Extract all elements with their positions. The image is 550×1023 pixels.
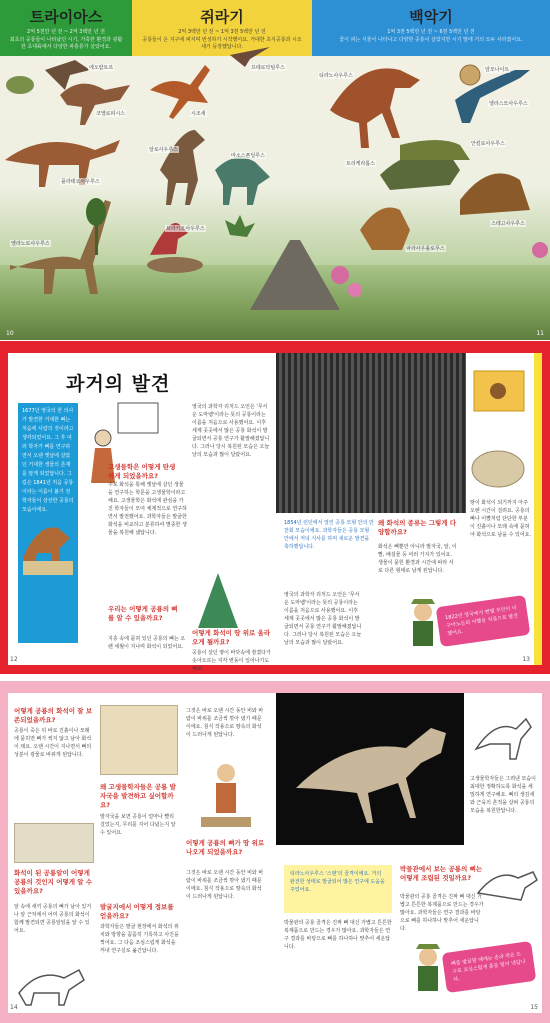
question-heading-2: 우리는 어떻게 공룡의 뼈를 알 수 있을까요? (108, 605, 178, 622)
label-plateosaurus: 플라테오사우루스 (61, 179, 100, 185)
question-text-1: 공룡이 죽은 뒤 바로 진흙이나 모래에 묻히면 뼈가 썩지 않고 남아 화석이 돼요. 오랜 시간이 지나면서 뼈의 성분이 광물로 바뀌게 된답니다. (14, 728, 92, 758)
fossil-in-amber-illustration (470, 363, 530, 423)
historic-banquet-photo (276, 353, 466, 513)
spread-timeline (0, 0, 550, 340)
right-column-text: 땅이 화석이 되기까지 아주 오랜 시간이 걸려요. 공룡의 뼈나 이빨처럼 단단한 부분이 진흙이나 모래 속에 묻혀야 화석으로 남을 수 있어요. (470, 500, 532, 538)
label-massospondylus: 마소스폰딜루스 (231, 153, 265, 159)
rock-fossil-illustration (470, 443, 530, 493)
question-heading-2: 화석이 된 공룡알이 어떻게 공룡의 것인지 어떻게 알 수 있을까요? (14, 869, 93, 895)
question-heading-1: 고생물학은 어떻게 탄생하게 되었을까요? (108, 463, 176, 480)
question-heading-3: 어떻게 화석이 땅 위로 올라오게 될까요? (192, 629, 271, 646)
question-text-6: 박물관의 공룡 골격은 진짜 뼈 대신 가볍고 튼튼한 복제품으로 만드는 경우가 많아요. 과학자들은 연구 결과를 바탕으로 뼈를 하나하나 맞추어 세운답니다. (400, 894, 484, 932)
yellow-edge (534, 353, 542, 665)
cretaceous-desc: 꽃이 피는 식물이 나타나고 다양한 공룡이 살았지만 시기 말에 거의 모두 사라졌어요. (339, 37, 523, 43)
fact-bubble: 1822년 영국에서 맨텔 부인이 이구아노돈의 이빨을 처음으로 발견했어요. (436, 595, 531, 647)
massospondylus-icon (215, 158, 270, 206)
label-ankylosaurus: 안킬로사우루스 (471, 141, 505, 147)
page-number-right: 11 (536, 330, 544, 337)
volcano-icon (250, 240, 340, 310)
tyrannosaurus-icon (330, 68, 420, 148)
ginkgo-plant-icon (6, 76, 34, 94)
magnolia-flower-icon (348, 283, 362, 297)
parasaurolophus-icon (360, 208, 410, 251)
magnolia-flower-icon (532, 242, 548, 258)
fact-bubble: 뼈를 발굴할 때에는 솔과 작은 도구로 조심스럽게 흙을 털어 낸답니다. (442, 941, 537, 993)
page-number-left: 10 (6, 330, 14, 337)
label-elasmosaurus: 엘라스모사우루스 (489, 101, 528, 107)
cretaceous-title: 백악기 (409, 8, 453, 26)
question-text-4: 과학자들은 발굴 현장에서 화석의 위치와 방향을 꼼꼼히 기록하고 사진을 찍어요. 그 다음 조심스럽게 화석을 꺼내 연구실로 옮긴답니다. (100, 924, 179, 954)
fern-icon (225, 215, 255, 237)
question-text-2: 지층 속에 묻혀 있던 공룡의 뼈는 오랜 세월이 지나며 화석이 되었어요. (108, 636, 186, 650)
fossil-egg-image (14, 823, 94, 863)
paleontologist-dig-illustration (186, 753, 266, 833)
magnolia-flower-icon (331, 266, 349, 284)
spread-fossil-research (0, 681, 550, 1023)
under-photo-text: 영국의 과학자 리처드 오언은 '무서운 도마뱀'이라는 뜻의 공룡이라는 이름을 처음으로 사용했어요. 이후 세계 곳곳에서 많은 공룡 화석이 발굴되면서 공룡 연구가 활발해졌답니다. 그러나 당시 복원된 모습은 오늘날의 모습과 많이 달랐어요. (284, 592, 362, 646)
label-coelophysis: 코엘로피시스 (96, 111, 125, 117)
triassic-dates: 2억 5천만 년 전 ~ 2억 3백만 년 전 (27, 29, 105, 35)
question-heading-4: 왜 화석의 종류는 그렇게 다양할까요? (378, 519, 457, 536)
conifer-tree-icon (86, 198, 106, 226)
label-melanorosaurus: 멜라노로사우루스 (11, 241, 50, 247)
stegosaurus-icon (460, 173, 530, 215)
spread-past-discoveries (0, 341, 550, 674)
question-text-1: 주로 화석을 통해 옛날에 살던 생물을 연구하는 학문을 고생물학이라고 해요. 고생물학은 화석에 관심을 가진 학자들이 모여 체계적으로 연구하면서 발전했어요. 과학자들은 발굴한 화석을 비교하고 분류하여 멸종한 생물을 복원해 냈답니다. (108, 482, 187, 536)
blue-sidebar: 1677년 영국의 한 의사가 발견한 거대한 뼈는 처음에 사람의 것이라고 생각되었어요. 그 후 여러 학자가 뼈를 연구하면서 오랜 옛날에 살았던 거대한 생물의 존재를 알게 되었답니다. 그림은 1841년 처음 공룡이라는 이름이 붙기 전 학자들이 상상한 공룡의 모습이에요. (18, 403, 78, 643)
right-column-text: 고생물학자들은 그려낸 모습이 최대한 정확하도록 화석을 세밀하게 연구해요. 뼈의 생김새와 근육의 흔적을 살펴 공룡의 모습을 복원한답니다. (470, 776, 536, 814)
museum-model-illustration (474, 853, 544, 903)
page-number-right: 15 (530, 1004, 538, 1011)
ankylosaurus-icon (400, 140, 470, 160)
allosaurus-icon (160, 130, 205, 205)
label-parasaurolophus: 파라사우롤로푸스 (406, 246, 445, 252)
trex-skeleton-icon (276, 693, 464, 845)
label-triceratops: 트리케라톱스 (346, 161, 375, 167)
middle-column-text: 영국의 과학자 리처드 오언은 '무서운 도마뱀'이라는 뜻의 공룡이라는 이름을 처음으로 사용했어요. 이후 세계 곳곳에서 많은 공룡 화석이 발굴되면서 공룡 연구가 활발해졌답니다. 그러나 당시 복원된 모습은 오늘날의 모습과 많이 달랐어요. (192, 404, 270, 458)
question-heading-5: 어떻게 공룡의 뼈가 땅 위로 나오게 되었을까요? (186, 839, 265, 856)
question-heading-4: 발굴지에서 어떻게 정보를 얻을까요? (100, 903, 174, 920)
under-photo-text: 박물관의 공룡 골격은 진짜 뼈 대신 가볍고 튼튼한 복제품으로 만드는 경우가 많아요. 과학자들은 연구 결과를 바탕으로 뼈를 하나하나 맞추어 세운답니다. (284, 920, 392, 950)
label-brachiosaurus: 브라키오사우루스 (166, 226, 205, 232)
trex-skeleton-photo (276, 693, 464, 845)
question-heading-1: 어떻게 공룡의 화석이 잘 보존되었을까요? (14, 707, 93, 724)
label-tyrannosaurus: 티라노사우루스 (319, 73, 353, 79)
restored-dinosaur-sketch (18, 503, 78, 583)
coelophysis-icon (60, 84, 130, 125)
photo-caption: 1854년 런던에서 열린 공룡 모형 안의 만찬회 모습이에요. 과학자들은 공룡 모형 안에서 저녁 식사를 하며 새로운 발견을 축하했답니다. (284, 520, 374, 550)
label-pterodactylus: 프테로닥틸루스 (251, 65, 285, 71)
skeleton-caption: 티라노사우루스 '스탠'의 골격이에요. 거의 완전한 상태로 발굴되어 많은 연구에 도움을 주었어요. (284, 865, 392, 913)
triassic-desc: 최초의 공룡들이 나타났던 시기, 가혹한 환경과 광활한 초대륙에서 다양한 파충류가 살았어요. (9, 37, 123, 50)
page-number-left: 14 (10, 1004, 18, 1011)
label-eoraptor: 에오랍토르 (89, 65, 114, 71)
label-stegosaurus: 스테고사우루스 (491, 221, 525, 227)
fossil-rising-illustration (188, 568, 248, 638)
jurassic-title: 쥐라기 (200, 8, 244, 26)
jurassic-desc: 공룡들이 온 지구에 퍼지며 번성하기 시작했어요. 거대한 초식공룡과 시조새가 등장했답니다. (142, 37, 302, 50)
question-text-5: 그것은 바로 오랜 시간 동안 비와 바람이 바위를 조금씩 깎아 냈기 때문이에요. 침식 작용으로 땅속의 화석이 드러나게 된답니다. (186, 870, 264, 900)
question-text-3: 발자국을 보면 공룡이 얼마나 빨리 걸었는지, 무리를 지어 다녔는지 알 수 있어요. (100, 814, 176, 836)
page-title: 과거의 발견 (66, 373, 171, 395)
question-heading-3: 왜 고생물학자들은 공룡 발자국을 발견하고 싶어할까요? (100, 783, 176, 809)
excavation-illustration (100, 705, 178, 775)
question-text-4: 화석은 뼈뿐만 아니라 발자국, 알, 이빨, 배설물 등 여러 가지가 있어요. 생물이 묻힌 환경과 시간에 따라 서로 다른 형태로 남게 된답니다. (378, 544, 457, 574)
jurassic-dates: 2억 3백만 년 전 ~ 1억 3천 5백만 년 전 (178, 29, 266, 35)
question-text-2: 알 속에 새끼 공룡의 뼈가 남아 있거나 알 근처에서 어미 공룡의 화석이 함께 발견되면 공룡알임을 알 수 있어요. (14, 904, 92, 934)
skeleton-sketch-illustration (14, 953, 94, 1013)
page-number-right: 13 (522, 656, 530, 663)
dinosaur-illustrations (0, 0, 550, 340)
spread2-page (8, 353, 542, 672)
label-ammonite: 암모나이트 (485, 67, 510, 73)
ammonite-icon (460, 65, 480, 85)
nest-icon (147, 257, 203, 273)
question-heading-6: 박물관에서 보는 공룡의 뼈는 어떻게 조립된 것일까요? (400, 865, 483, 882)
triassic-title: 트라이아스 (29, 8, 103, 26)
middle-column-text: 그것은 바로 오랜 시간 동안 비와 바람이 바위를 조금씩 깎아 냈기 때문이에요. 침식 작용으로 땅속의 화석이 드러나게 된답니다. (186, 708, 264, 738)
page-number-left: 12 (10, 656, 18, 663)
label-archaeopteryx: 시조새 (191, 111, 206, 117)
cretaceous-dates: 1억 3천 5백만 년 전 ~ 6천 5백만 년 전 (387, 29, 475, 35)
label-allosaurus: 알로사우루스 (149, 147, 178, 153)
skeleton-assembly-illustration (470, 699, 540, 769)
question-text-3: 공룡이 살던 땅이 바닷속에 잠겼다가 솟아오르는 지각 변동이 일어나기도 해요. (192, 650, 271, 672)
spread3-page (8, 693, 542, 1013)
